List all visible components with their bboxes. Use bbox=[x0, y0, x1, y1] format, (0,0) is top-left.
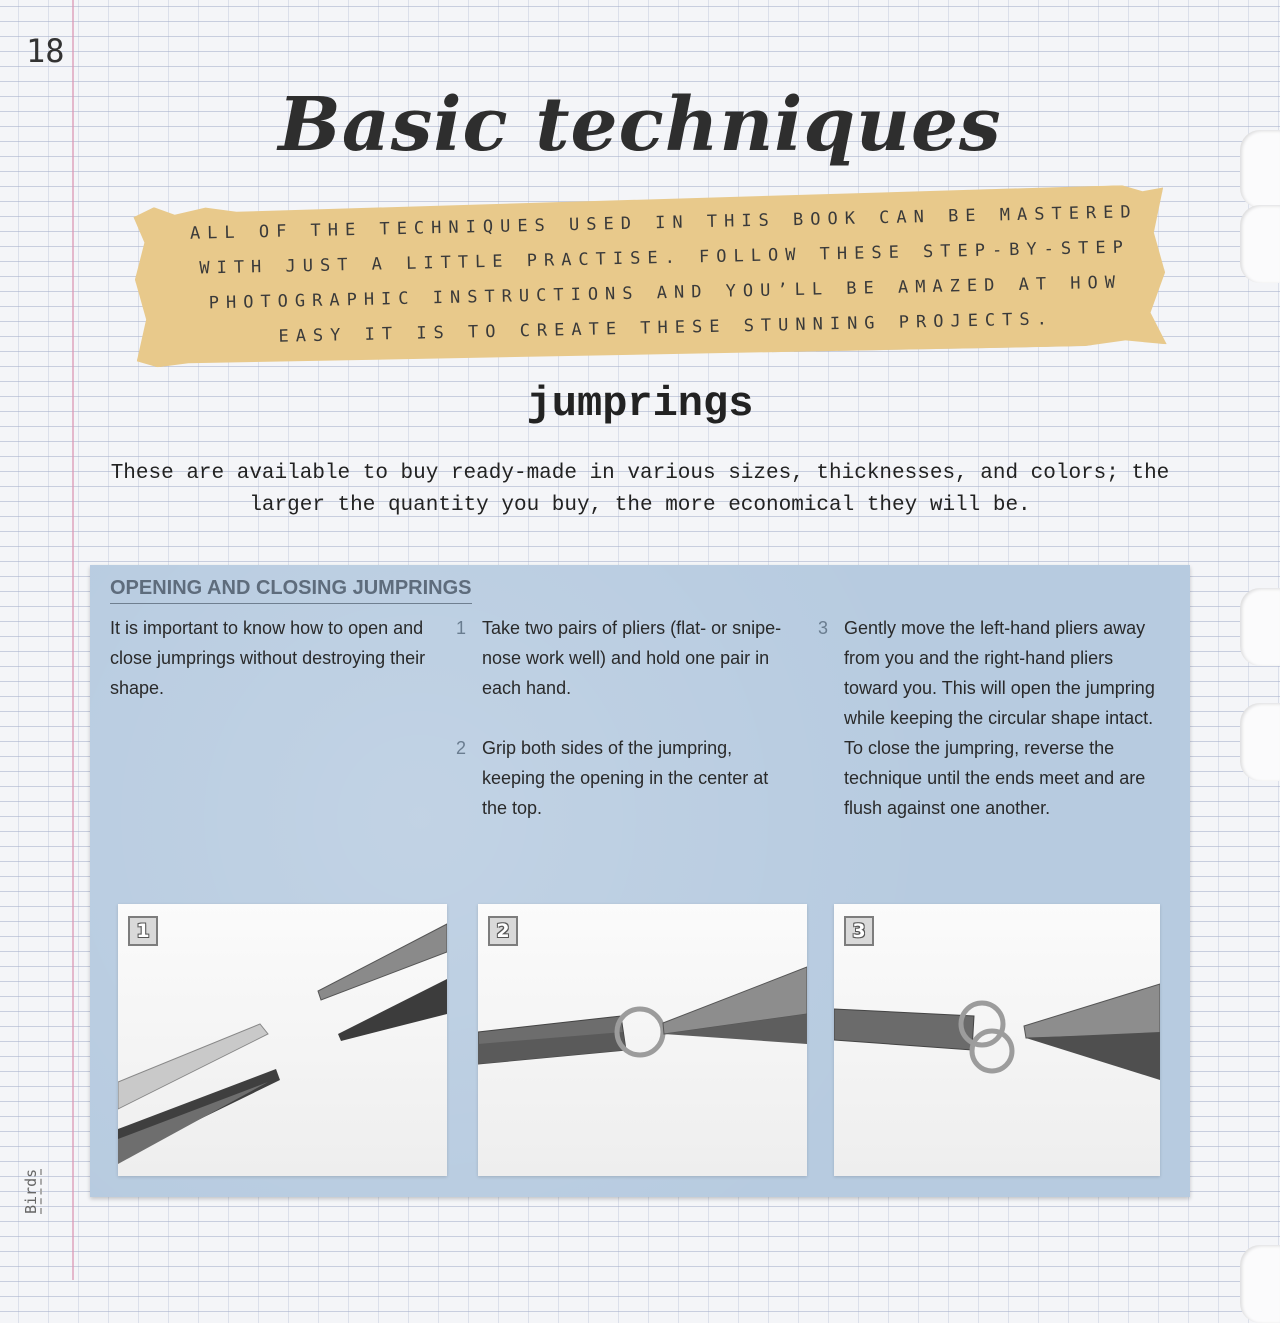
binder-hole-3 bbox=[1240, 588, 1280, 666]
pliers-photo-illustration bbox=[478, 904, 807, 1176]
pliers-photo-illustration bbox=[118, 904, 447, 1176]
section-label: Birds bbox=[22, 1168, 40, 1214]
tape-intro-text: ALL OF THE TECHNIQUES USED IN THIS BOOK CAN BE MASTERED WITH JUST A LITTLE PRACTISE. FOLLOW THESE STEP-BY-STEP PHOTOGRAPHIC INSTRUCTIONS AND YOU’LL BE AMAZED AT HOW EASY IT IS TO CREATE THESE STUNNING PROJECTS. bbox=[189, 202, 1138, 347]
step-photo-3 bbox=[834, 904, 1160, 1176]
page-title: Basic techniques bbox=[278, 82, 1002, 168]
pliers-photo-illustration bbox=[834, 904, 1160, 1176]
section-footer bbox=[22, 1158, 46, 1218]
step-2 bbox=[456, 733, 786, 823]
step-3 bbox=[818, 613, 1158, 823]
step-badge: 3 bbox=[844, 916, 874, 946]
panel-intro: It is important to know how to open and close jumprings without destroying their shape. bbox=[110, 618, 426, 698]
step-photo-2 bbox=[478, 904, 807, 1176]
binder-hole-4 bbox=[1240, 703, 1280, 781]
binder-hole-2 bbox=[1240, 205, 1280, 283]
step-photo-1 bbox=[118, 904, 447, 1176]
step-text: Gently move the left-hand pliers away from you and the right-hand pliers toward you. This will open the jumpring while keeping the circular shape intact. To close the jumpring, reverse the technique until the ends meet and are flush against one another. bbox=[844, 618, 1155, 818]
margin-line bbox=[72, 0, 74, 1280]
page-number: 18 bbox=[26, 32, 65, 70]
step-badge: 1 bbox=[128, 916, 158, 946]
steps-column-right bbox=[818, 613, 1158, 823]
panel-intro-column bbox=[110, 613, 430, 703]
step-number: 3 bbox=[818, 618, 829, 638]
section-title: jumprings bbox=[526, 380, 754, 428]
binder-hole-5 bbox=[1240, 1245, 1280, 1323]
step-text: Grip both sides of the jumpring, keeping the opening in the center at the top. bbox=[482, 738, 769, 818]
steps-column-middle bbox=[456, 613, 786, 823]
step-1 bbox=[456, 613, 786, 733]
step-number: 1 bbox=[456, 618, 467, 638]
section-intro: These are available to buy ready-made in various sizes, thicknesses, and colors; the larger the quantity you buy, the more economical they will be. bbox=[110, 462, 1170, 517]
step-number: 2 bbox=[456, 738, 467, 758]
step-badge: 2 bbox=[488, 916, 518, 946]
step-text: Take two pairs of pliers (flat- or snipe-nose work well) and hold one pair in each hand. bbox=[482, 618, 782, 698]
panel-heading: OPENING AND CLOSING JUMPRINGS bbox=[110, 577, 472, 604]
